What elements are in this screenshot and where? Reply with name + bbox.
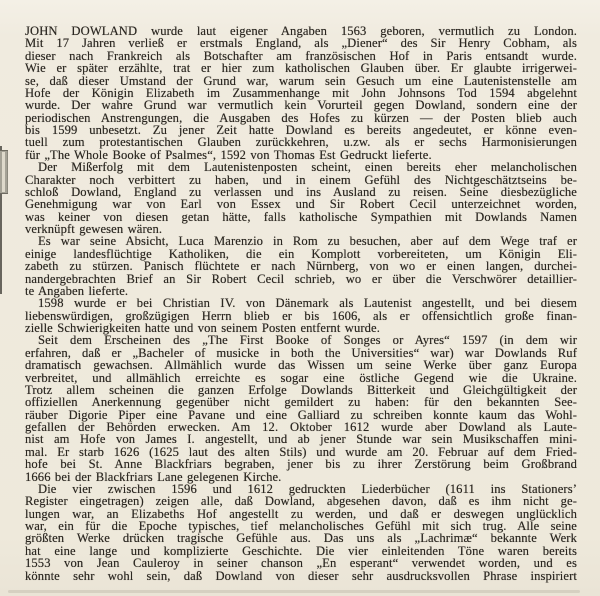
text-line: zabeth zu stürzen. Panisch flüchtete er nach Nürnberg, von wo er einen langen, durchei- bbox=[25, 259, 577, 274]
text-line: periodischen Anstrengungen, die Ausgaben des Hofes zu kürzen — der Posten blieb auch bbox=[25, 110, 577, 125]
text-line: lungen war, an Elizabeths Hof angestellt zu werden, und daß er deswegen unglücklich bbox=[25, 506, 577, 521]
scan-bottom-edge bbox=[8, 590, 580, 593]
text-line: Die vier zwischen 1596 und 1612 gedruckten Liederbücher (1611 ins Stationers’ bbox=[38, 481, 577, 496]
text-line: verknüpft gewesen wären. bbox=[25, 222, 163, 236]
text-line: war, ein für die Epoche typisches, tief melancholisches Gefühl mit sich trug. Alle seine bbox=[25, 519, 577, 533]
text-line: erfahren, daß er „Bacheler of musicke in both the Universities“ war) war Dowlands Ruf bbox=[25, 345, 577, 360]
text-line: könnte sehr wohl sein, daß Dowland von dieser sehr ausdrucksvollen Phrase inspiriert bbox=[25, 568, 577, 583]
text-line: Hofe der Königin Elizabeth im Zusammenhange mit John Johnsons Tod 1594 abgelehnt bbox=[25, 85, 577, 100]
text-line: Genehmigung war von Earl von Essex und Sir Robert Cecil unterzeichnet worden, bbox=[25, 197, 577, 212]
text-line: Seit dem Erscheinen des „The First Booke of Songes or Ayres“ 1597 (in dem wir bbox=[38, 333, 577, 348]
text-line: dieser nach Frankreich als Botschafter am französischen Hof in Paris entsandt wurde. bbox=[25, 48, 577, 63]
text-line: zielle Schwierigkeiten hatte und von seinem Posten entfernt wurde. bbox=[25, 321, 380, 335]
text-line: 1598 wurde er bei Christian IV. von Dänemark als Lautenist angestellt, und bei diesem bbox=[38, 296, 577, 311]
paragraph bbox=[25, 161, 577, 235]
paragraph bbox=[25, 334, 577, 483]
text-line: Trotz allem scheinen die ganzen Erfolge Dowlands Bitterkeit und Gleichgültigkeit der bbox=[25, 382, 577, 397]
paragraph bbox=[25, 483, 577, 582]
text-line: JOHN DOWLAND wurde laut eigener Angaben 1563 geboren, vermutlich zu London. bbox=[25, 24, 577, 38]
text-line: Der Mißerfolg mit dem Lautenistenposten scheint, einen bereits eher melancholischen bbox=[38, 160, 577, 175]
paragraph bbox=[25, 297, 577, 334]
text-line: Mit 17 Jahren verließ er erstmals England, als „Diener“ des Sir Henry Cobham, als bbox=[25, 36, 577, 51]
text-line: Es war seine Absicht, Luca Marenzio in Rom zu besuchen, aber auf dem Wege traf er bbox=[38, 234, 577, 249]
text-line: 1553 von Jean Cauleroy in seiner chanson „En esperant“ verwendet worden, und es bbox=[25, 556, 577, 571]
text-line: für „The Whole Booke of Psalmes“, 1592 von Thomas Est Gedruckt lieferte. bbox=[25, 147, 432, 162]
paragraph bbox=[25, 235, 577, 297]
text-line: nist am Hofe von James I. angestellt, und ab jener Stunde war sein Musikschaffen mini- bbox=[25, 432, 577, 447]
text-line: Register eingetragen) zeigen alle, daß Dowland, abgesehen davon, daß es ihm nicht ge- bbox=[25, 494, 577, 509]
text-line: se, daß dieser Umstand der Grund war, warum sein Gesuch um eine Lautenistenstelle am bbox=[25, 73, 577, 88]
text-line: te Angaben lieferte. bbox=[25, 283, 129, 298]
text-line: tuell zum protestantischen Glauben zurückkehren, u.zw. als er sechs Harmonisierungen bbox=[25, 135, 577, 150]
text-line: schloß Dowland, England zu verlassen und ins Ausland zu reisen. Seine diesbezügliche bbox=[25, 184, 577, 199]
text-line: bis 1599 unbesetzt. Zu jener Zeit hatte Dowland es bereits angedeutet, er könne even- bbox=[25, 123, 577, 137]
text-line: einige landesflüchtige Katholiken, die ein Komplott vorbereiteten, um Königin Eli- bbox=[25, 246, 577, 261]
text-line: 1666 bei der Blackfriars Lane gelegenen Kirche. bbox=[25, 469, 282, 484]
text-line: was keiner von diesen getan hätte, falls katholische Sympathien mit Dowlands Namen bbox=[25, 209, 577, 224]
paragraph bbox=[25, 25, 577, 161]
page-text bbox=[25, 25, 577, 582]
text-line: mal. Er starb 1626 (1625 laut des alten Stils) und wurde am 20. Februar auf dem Fried- bbox=[25, 444, 577, 459]
text-line: wurde. Der wahre Grund war vermutlich kein Vorurteil gegen Dowland, sondern eine der bbox=[25, 98, 577, 113]
text-line: größten Werke drücken tragische Gefühle aus. Das uns als „Lachrimæ“ bekannte Werk bbox=[25, 531, 577, 546]
scan-edge-artifact-highlight bbox=[2, 152, 5, 192]
text-line: hofe bei St. Anne Blackfriars begraben, jener bis zu ihrer Zerstörung beim Großbrand bbox=[25, 457, 577, 472]
text-line: räuber Digorie Piper eine Pavane und eine Galliard zu schreiben konnte kaum das Wohl- bbox=[25, 407, 577, 422]
text-line: gefallen der Behörden erwecken. Am 12. Oktober 1612 wurde aber Dowland als Laute- bbox=[25, 420, 577, 434]
text-line: liebenswürdigen, großzügigen Herrn blieb er bis 1606, als er offensichtlich große finan- bbox=[25, 308, 577, 323]
text-line: offiziellen Anerkennung gegenüber nicht gemildert zu haben: für den bekannten See- bbox=[25, 395, 577, 410]
text-line: dramatisch gewachsen. Allmählich wurde das Wissen um seine Werke über ganz Europa bbox=[25, 358, 577, 373]
text-line: hat eine lange und komplizierte Geschichte. Die vier einleitenden Töne waren bereits bbox=[25, 543, 577, 558]
text-line: Charakter noch verbittert zu haben, und in einem Gefühl des Nichtgeschätztseins be- bbox=[25, 172, 577, 187]
text-line: Wie er später erzählte, trat er hier zum katholischen Glauben über. Er glaubte irrigerwei- bbox=[25, 61, 577, 76]
scan-edge-artifact bbox=[0, 150, 8, 194]
text-line: verbreitet, und allmählich erreichte es sogar eine östliche Gegend wie die Ukraine. bbox=[25, 370, 577, 385]
text-line: nandergebrachten Brief an Sir Robert Cecil schrieb, wo er über die Verschwörer detaillier- bbox=[25, 271, 577, 286]
